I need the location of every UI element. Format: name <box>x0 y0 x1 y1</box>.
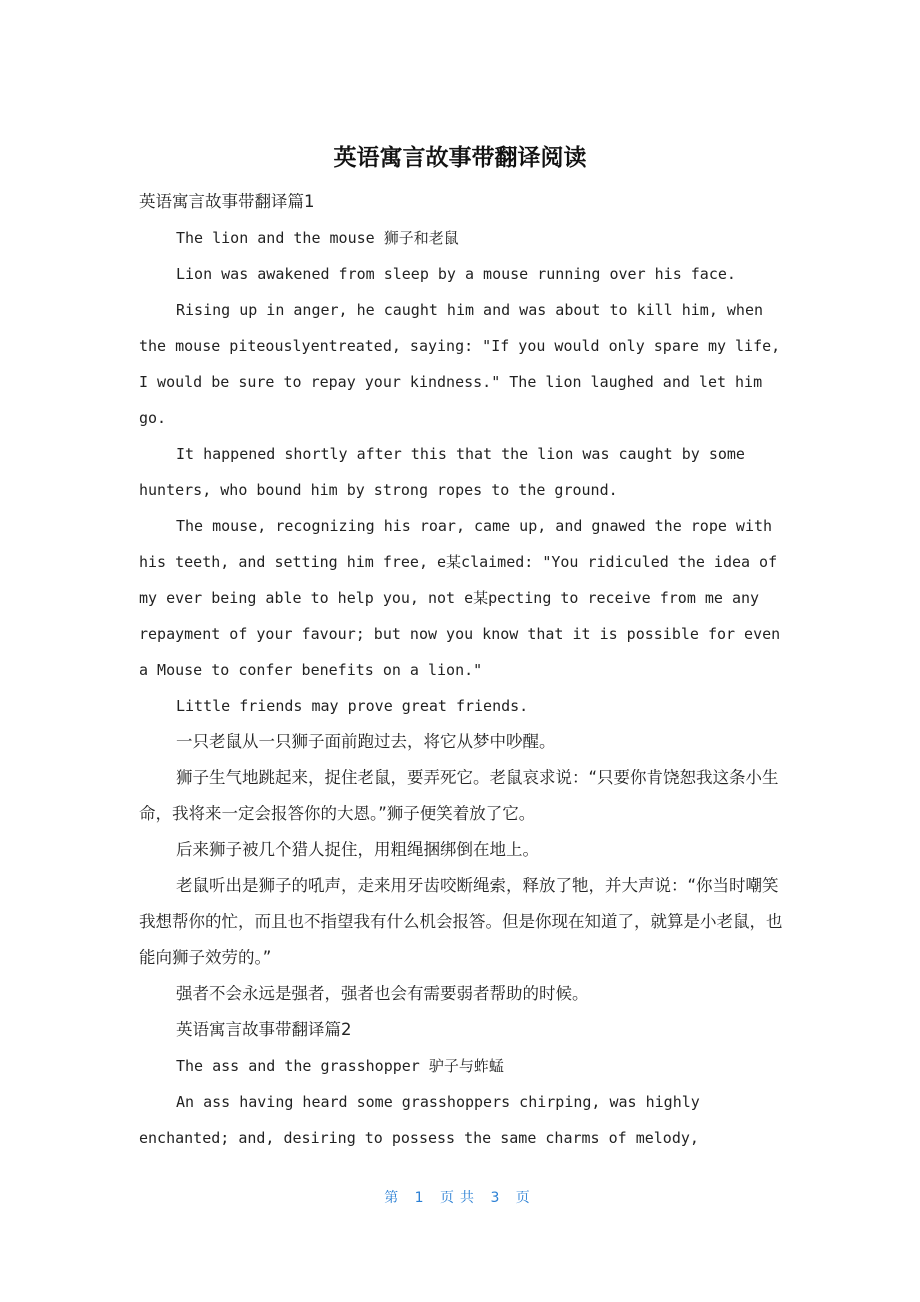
section-heading-1: 英语寓言故事带翻译篇1 <box>139 192 315 211</box>
story-title-ass-grasshopper: The ass and the grasshopper 驴子与蚱蜢 <box>176 1057 504 1075</box>
section-heading-2: 英语寓言故事带翻译篇2 <box>176 1020 352 1039</box>
paragraph-en-2: Rising up in anger, he caught him and was about to kill him, when the mouse piteouslyentreated, saying: "If you would only spare my life, I would be sure to repay your kindness." The lion laughed and let him go. <box>139 301 790 427</box>
paragraph-en-3: It happened shortly after this that the lion was caught by some hunters, who bound him by strong ropes to the ground. <box>139 445 754 499</box>
story-title-lion-mouse: The lion and the mouse 狮子和老鼠 <box>176 229 459 247</box>
document-title: 英语寓言故事带翻译阅读 <box>333 145 587 171</box>
paragraph-cn-1: 一只老鼠从一只狮子面前跑过去，将它从梦中吵醒。 <box>176 732 556 751</box>
paragraph-cn-3: 后来狮子被几个猎人捉住，用粗绳捆绑倒在地上。 <box>176 840 539 859</box>
paragraph-cn-moral: 强者不会永远是强者，强者也会有需要弱者帮助的时候。 <box>176 984 589 1003</box>
paragraph-en-4: The mouse, recognizing his roar, came up, and gnawed the rope with his teeth, and setting him free, e某claimed: "You ridiculed the idea of my ever being able to help you, not e某pecting to receive from me any repayment of your favour; but now you know that it is possible for even a Mouse to confer benefits on a lion." <box>139 517 790 679</box>
paragraph-en-moral: Little friends may prove great friends. <box>176 697 529 715</box>
document-body <box>139 184 789 1156</box>
page-footer: 第 1 页共 3 页 <box>384 1190 536 1206</box>
paragraph-cn-4: 老鼠听出是狮子的吼声，走来用牙齿咬断绳索，释放了牠，并大声说：“你当时嘲笑我想帮你的忙，而且也不指望我有什么机会报答。但是你现在知道了，就算是小老鼠，也能向狮子效劳的。” <box>139 876 783 967</box>
paragraph-cn-2: 狮子生气地跳起来，捉住老鼠，要弄死它。老鼠哀求说：“只要你肯饶恕我这条小生命，我将来一定会报答你的大恩。”狮子便笑着放了它。 <box>139 768 779 823</box>
paragraph-en-1: Lion was awakened from sleep by a mouse running over his face. <box>176 265 736 283</box>
paragraph-en-5: An ass having heard some grasshoppers chirping, was highly enchanted; and, desiring to possess the same charms of melody, <box>139 1093 709 1147</box>
